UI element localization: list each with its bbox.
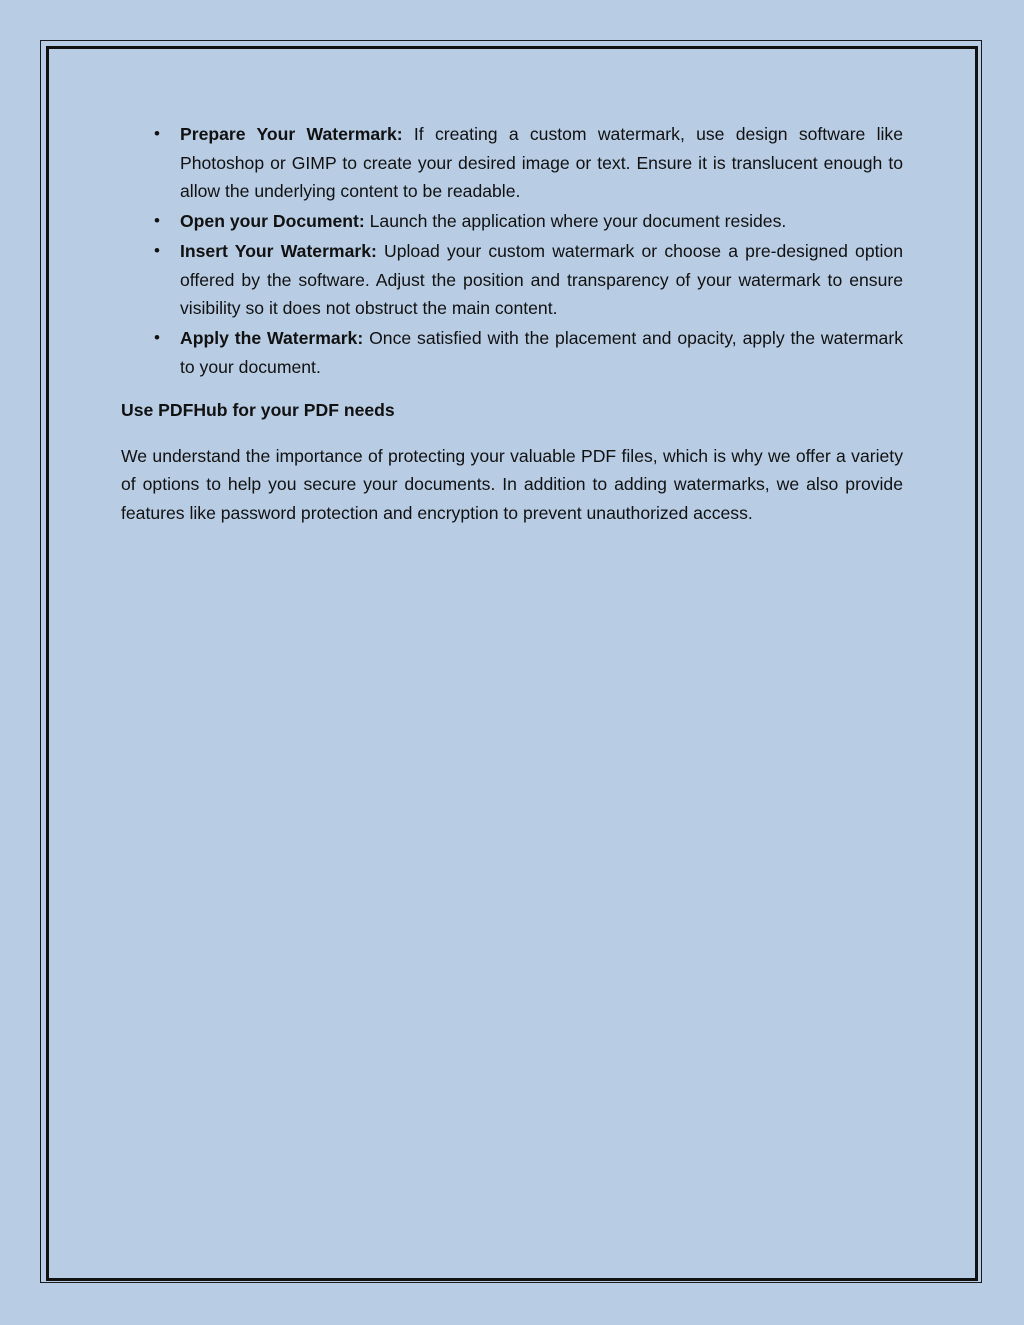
list-item-text: Launch the application where your document resides. <box>369 211 787 231</box>
list-item-term: Prepare Your Watermark: <box>180 124 414 144</box>
bullet-icon: • <box>154 241 160 260</box>
body-paragraph: We understand the importance of protecting your valuable PDF files, which is why we offer a variety of options to help you secure your documents. In addition to adding watermarks, we also provide features like password protection and encryption to prevent unauthorized access. <box>121 445 903 523</box>
bullet-icon: • <box>154 124 160 143</box>
list-item <box>121 324 903 381</box>
list-item-text: Once satisfied with the placement and opacity, apply the watermark to your document. <box>180 328 904 377</box>
list-item <box>121 207 903 236</box>
document-content <box>121 120 903 527</box>
list-item <box>121 237 903 323</box>
list-item-term: Insert Your Watermark: <box>180 241 385 261</box>
bullet-icon: • <box>154 328 160 347</box>
list-item-term: Open your Document: <box>180 211 370 231</box>
list-item-text: If creating a custom watermark, use design software like Photoshop or GIMP to create your desired image or text. Ensure it is translucent enough to allow the underlying content to be readable. <box>180 124 903 201</box>
list-item <box>121 120 903 206</box>
bullet-list <box>121 120 903 381</box>
bullet-icon: • <box>154 211 160 230</box>
section-heading: Use PDFHub for your PDF needs <box>121 400 395 420</box>
list-item-text: Upload your custom watermark or choose a pre-designed option offered by the software. Adjust the position and transparency of your watermark to ensure visibility so it does not obstruct the main content. <box>180 241 903 318</box>
list-item-term: Apply the Watermark: <box>180 328 370 348</box>
